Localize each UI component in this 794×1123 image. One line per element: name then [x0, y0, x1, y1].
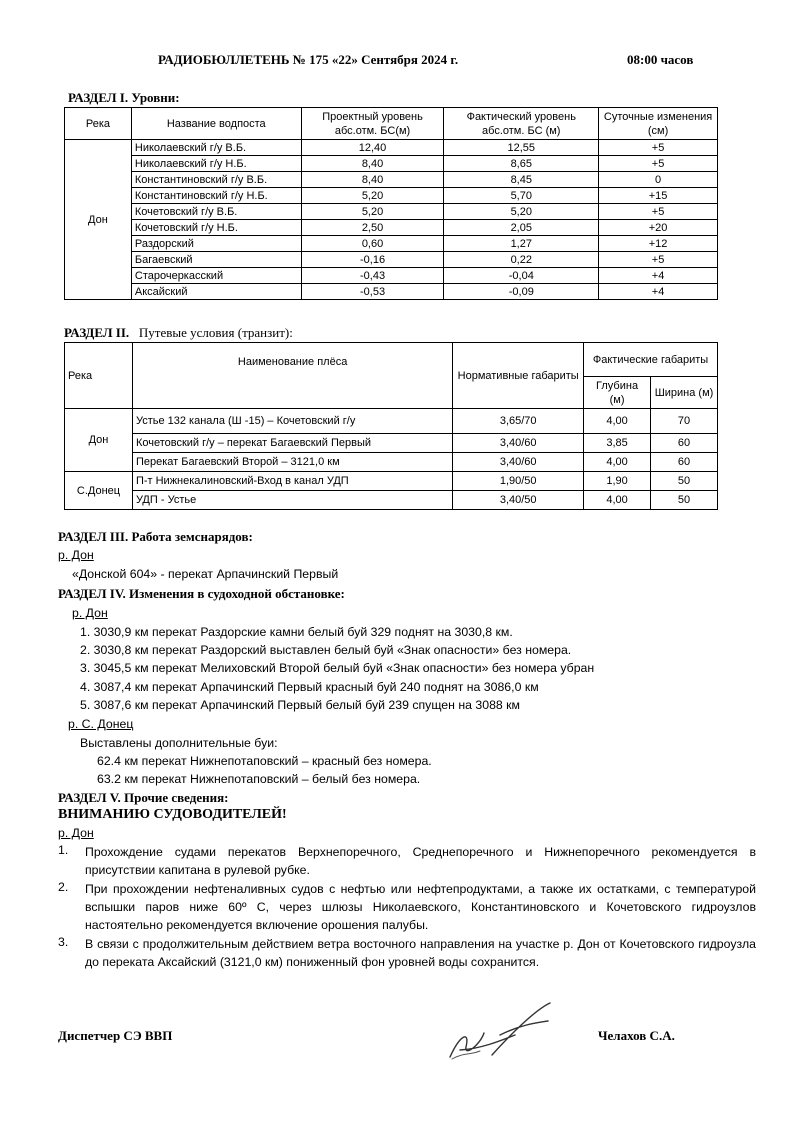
table-row [65, 140, 718, 156]
extra-buoys-title: Выставлены дополнительные буи: [80, 736, 278, 750]
transit-table [64, 342, 718, 510]
attention-heading: ВНИМАНИЮ СУДОВОДИТЕЛЕЙ! [58, 807, 287, 822]
river-label: р. Дон [58, 826, 94, 840]
table-row [65, 204, 718, 220]
transit-header-row [65, 343, 718, 377]
col-river: Река [65, 108, 132, 140]
gauge-cell: Аксайский [131, 284, 301, 300]
list-item: Прохождение судами перекатов Верхнепоречного, Среднепоречного и Нижнепоречного рекомендуется в присутствии капитана в рулевой рубке. [85, 845, 756, 877]
actual-level-cell: 5,20 [444, 204, 599, 220]
river-cell: С.Донец [65, 472, 133, 510]
col-project-level: Проектный уровень абс.отм. БС(м) [301, 108, 444, 140]
list-item: 1. 3030,9 км перекат Раздорские камни белый буй 329 поднят на 3030,8 км. [80, 625, 513, 639]
project-level-cell: 8,40 [301, 156, 444, 172]
river-cell: Дон [65, 140, 132, 300]
width-cell: 50 [651, 491, 718, 510]
gauge-cell: Николаевский г/у В.Б. [131, 140, 301, 156]
section-2-title: РАЗДЕЛ II. Путевые условия (транзит): [64, 325, 293, 340]
width-cell: 60 [651, 434, 718, 453]
change-cell: +20 [599, 220, 718, 236]
list-item: 63.2 км перекат Нижнепотаповский – белый без номера. [97, 772, 421, 786]
list-number: 1. [58, 843, 69, 857]
list-item: В связи с продолжительным действием ветра восточного направления на участке р. Дон от Кочетовского гидроузла до переката Аксайский (3121,0 км) пониженный фон уровней воды сохранится. [85, 937, 756, 969]
project-level-cell: 0,60 [301, 236, 444, 252]
gauge-cell: Багаевский [131, 252, 301, 268]
change-cell: +5 [599, 140, 718, 156]
table-row [65, 156, 718, 172]
river-label: р. Дон [58, 548, 94, 562]
gauge-cell: Раздорский [131, 236, 301, 252]
change-cell: +5 [599, 252, 718, 268]
actual-level-cell: 2,05 [444, 220, 599, 236]
norm-cell: 3,40/60 [453, 453, 584, 472]
col-reach: Наименование плёса [132, 343, 452, 409]
actual-level-cell: 1,27 [444, 236, 599, 252]
table-row [65, 491, 718, 510]
project-level-cell: -0,53 [301, 284, 444, 300]
actual-level-cell: 8,45 [444, 172, 599, 188]
reach-cell: Кочетовский г/у – перекат Багаевский Первый [132, 434, 452, 453]
actual-level-cell: -0,04 [444, 268, 599, 284]
signature [440, 995, 560, 1075]
actual-level-cell: 12,55 [444, 140, 599, 156]
table-row [65, 434, 718, 453]
actual-level-cell: 0,22 [444, 252, 599, 268]
change-cell: +12 [599, 236, 718, 252]
actual-level-cell: -0,09 [444, 284, 599, 300]
reach-cell: П-т Нижнекалиновский-Вход в канал УДП [132, 472, 452, 491]
reach-cell: Перекат Багаевский Второй – 3121,0 км [132, 453, 452, 472]
gauge-cell: Константиновский г/у Н.Б. [131, 188, 301, 204]
table-row [65, 453, 718, 472]
gauge-cell: Константиновский г/у В.Б. [131, 172, 301, 188]
depth-cell: 4,00 [584, 453, 651, 472]
project-level-cell: 5,20 [301, 188, 444, 204]
col-river: Река [65, 343, 133, 409]
project-level-cell: -0,16 [301, 252, 444, 268]
section-1-title: РАЗДЕЛ I. Уровни: [68, 90, 180, 105]
list-number: 2. [58, 880, 69, 894]
norm-cell: 1,90/50 [453, 472, 584, 491]
actual-level-cell: 5,70 [444, 188, 599, 204]
col-daily-change: Суточные изменения (см) [599, 108, 718, 140]
width-cell: 50 [651, 472, 718, 491]
project-level-cell: 8,40 [301, 172, 444, 188]
river-label: р. Дон [72, 606, 108, 620]
table-row [65, 284, 718, 300]
actual-level-cell: 8,65 [444, 156, 599, 172]
list-number: 3. [58, 935, 69, 949]
river-cell: Дон [65, 409, 133, 472]
change-cell: +5 [599, 204, 718, 220]
project-level-cell: -0,43 [301, 268, 444, 284]
gauge-cell: Николаевский г/у Н.Б. [131, 156, 301, 172]
bulletin-time: 08:00 часов [627, 52, 694, 67]
norm-cell: 3,40/50 [453, 491, 584, 510]
gauge-cell: Кочетовский г/у Н.Б. [131, 220, 301, 236]
table-row [65, 172, 718, 188]
change-cell: +4 [599, 268, 718, 284]
depth-cell: 4,00 [584, 409, 651, 434]
bulletin-title: РАДИОБЮЛЛЕТЕНЬ № 175 «22» Сентября 2024 г. [158, 52, 459, 67]
depth-cell: 1,90 [584, 472, 651, 491]
list-item: 62.4 км перекат Нижнепотаповский – красный без номера. [97, 754, 432, 768]
project-level-cell: 2,50 [301, 220, 444, 236]
col-depth: Глубина (м) [584, 377, 651, 409]
change-cell: 0 [599, 172, 718, 188]
reach-cell: УДП - Устье [132, 491, 452, 510]
project-level-cell: 5,20 [301, 204, 444, 220]
norm-cell: 3,40/60 [453, 434, 584, 453]
list-item: 4. 3087,4 км перекат Арпачинский Первый красный буй 240 поднят на 3086,0 км [80, 680, 539, 694]
list-item: При прохождении нефтеналивных судов с нефтью или нефтепродуктами, а также их остатками, с температурой вспышки паров ниже 60º С, через шлюзы Николаевского, Константиновского и Кочетовского гидроузлов настоятельно рекомендуется включение орошения палубы. [85, 882, 756, 932]
dispatcher-name: Челахов С.А. [598, 1028, 675, 1043]
change-cell: +15 [599, 188, 718, 204]
section-3-title: РАЗДЕЛ III. Работа земснарядов: [58, 529, 253, 544]
reach-cell: Устье 132 канала (Ш -15) – Кочетовский г/у [132, 409, 452, 434]
col-actual: Фактические габариты [584, 343, 718, 377]
norm-cell: 3,65/70 [453, 409, 584, 434]
dredger-line: «Донской 604» - перекат Арпачинский Первый [72, 567, 339, 581]
table-row [65, 188, 718, 204]
col-norm: Нормативные габариты [453, 343, 584, 409]
table-row [65, 252, 718, 268]
dispatcher-role: Диспетчер СЭ ВВП [58, 1028, 173, 1043]
section-4-title: РАЗДЕЛ IV. Изменения в судоходной обстановке: [58, 586, 345, 601]
width-cell: 70 [651, 409, 718, 434]
levels-table [64, 107, 718, 300]
table-row [65, 236, 718, 252]
project-level-cell: 12,40 [301, 140, 444, 156]
list-item: 5. 3087,6 км перекат Арпачинский Первый белый буй 239 спущен на 3088 км [80, 698, 520, 712]
list-item: 2. 3030,8 км перекат Раздорский выставлен белый буй «Знак опасности» без номера. [80, 643, 572, 657]
width-cell: 60 [651, 453, 718, 472]
river-label: р. С. Донец [68, 717, 134, 731]
list-item: 3. 3045,5 км перекат Мелиховский Второй белый буй «Знак опасности» без номера убран [80, 661, 595, 675]
table-row [65, 268, 718, 284]
depth-cell: 3,85 [584, 434, 651, 453]
depth-cell: 4,00 [584, 491, 651, 510]
table-row [65, 472, 718, 491]
gauge-cell: Старочеркасский [131, 268, 301, 284]
section-5-title: РАЗДЕЛ V. Прочие сведения: [58, 790, 229, 805]
levels-header-row [65, 108, 718, 140]
table-row [65, 220, 718, 236]
gauge-cell: Кочетовский г/у В.Б. [131, 204, 301, 220]
col-width: Ширина (м) [651, 377, 718, 409]
change-cell: +4 [599, 284, 718, 300]
change-cell: +5 [599, 156, 718, 172]
table-row [65, 409, 718, 434]
col-gauge: Название водпоста [131, 108, 301, 140]
col-actual-level: Фактический уровень абс.отм. БС (м) [444, 108, 599, 140]
